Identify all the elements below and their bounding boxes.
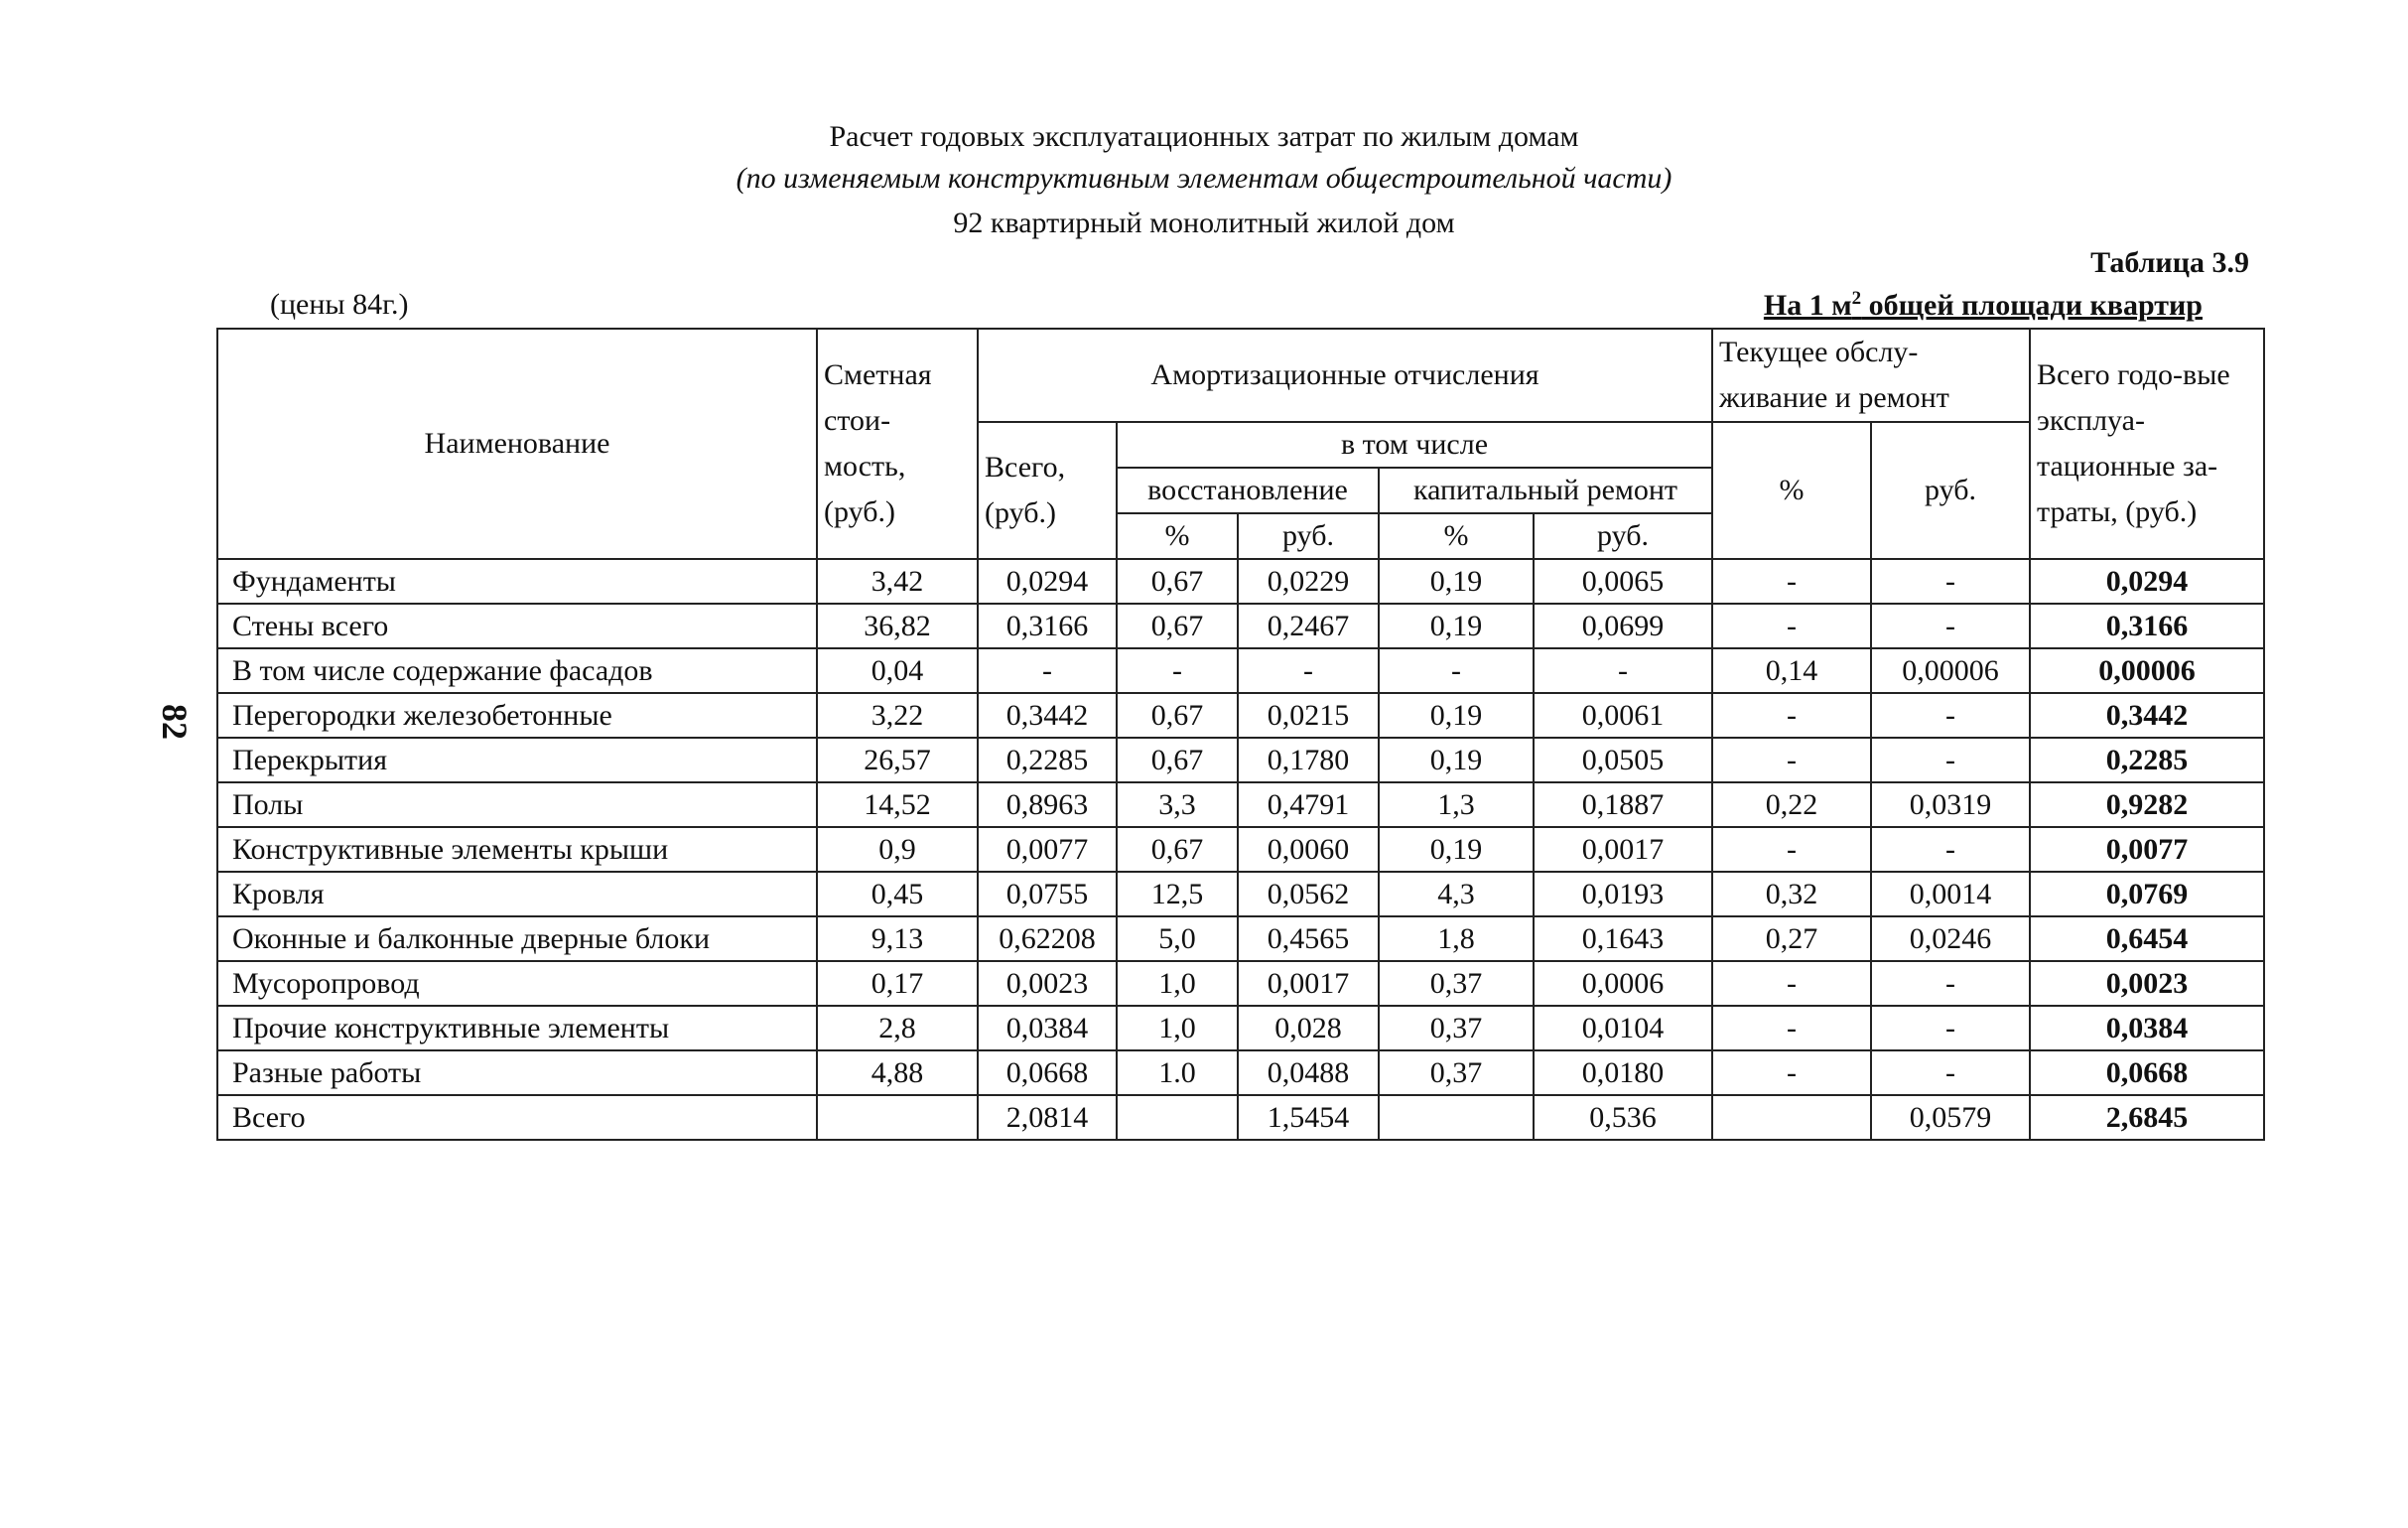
cell-cost: 0,45 [817,872,978,916]
cell-restoration-percent: 1,0 [1117,1006,1238,1050]
cell-restoration-percent: 0,67 [1117,693,1238,738]
header-amort-total: Всего, (руб.) [978,422,1117,559]
cell-annual-total: 0,3166 [2030,604,2264,648]
cell-service-rub: 0,0579 [1871,1095,2030,1140]
table-number: Таблица 3.9 [2090,246,2249,279]
cell-service-rub: - [1871,738,2030,782]
cell-name: Перегородки железобетонные [217,693,817,738]
cell-name: В том числе содержание фасадов [217,648,817,693]
cell-annual-total: 0,9282 [2030,782,2264,827]
cell-amortization: 0,3166 [978,604,1117,648]
header-capital-percent: % [1379,513,1534,559]
cell-service-percent: - [1712,738,1871,782]
header-restoration-rub: руб. [1238,513,1379,559]
cell-restoration-rub: 0,4565 [1238,916,1379,961]
cell-capital-rub: 0,1643 [1534,916,1712,961]
cell-capital-percent: 4,3 [1379,872,1534,916]
table-row [217,961,2264,1006]
cell-restoration-rub: 0,1780 [1238,738,1379,782]
cell-amortization: 0,0294 [978,559,1117,604]
cell-cost: 4,88 [817,1050,978,1095]
cell-capital-rub: 0,0104 [1534,1006,1712,1050]
header-capital-rub: руб. [1534,513,1712,559]
cell-annual-total: 0,0077 [2030,827,2264,872]
cell-restoration-percent [1117,1095,1238,1140]
table-body [217,559,2264,1140]
cell-service-percent: - [1712,961,1871,1006]
cell-capital-percent [1379,1095,1534,1140]
cell-service-rub: - [1871,827,2030,872]
cell-service-rub: 0,00006 [1871,648,2030,693]
cell-capital-percent: 0,37 [1379,1050,1534,1095]
cell-capital-rub: 0,0061 [1534,693,1712,738]
cell-amortization: 0,0077 [978,827,1117,872]
cell-restoration-rub: 0,0215 [1238,693,1379,738]
cell-restoration-percent: 3,3 [1117,782,1238,827]
cell-cost: 2,8 [817,1006,978,1050]
prices-note: (цены 84г.) [270,288,409,321]
cell-restoration-percent: 0,67 [1117,604,1238,648]
cell-service-percent: 0,14 [1712,648,1871,693]
cell-capital-percent: 0,19 [1379,604,1534,648]
cell-amortization: 0,0755 [978,872,1117,916]
cell-service-rub: - [1871,559,2030,604]
table-row [217,872,2264,916]
cell-restoration-rub: 0,0017 [1238,961,1379,1006]
cell-capital-percent: 0,37 [1379,961,1534,1006]
cell-name: Мусоропровод [217,961,817,1006]
cell-name: Стены всего [217,604,817,648]
cell-name: Полы [217,782,817,827]
cell-annual-total: 0,0384 [2030,1006,2264,1050]
cell-service-percent: - [1712,827,1871,872]
cell-restoration-percent: - [1117,648,1238,693]
cell-capital-rub: - [1534,648,1712,693]
cell-service-rub: - [1871,604,2030,648]
cell-service-percent [1712,1095,1871,1140]
cell-capital-rub: 0,0065 [1534,559,1712,604]
header-including: в том числе [1117,422,1712,468]
cell-annual-total: 2,6845 [2030,1095,2264,1140]
unit-superscript: 2 [1851,288,1862,309]
cell-annual-total: 0,3442 [2030,693,2264,738]
cell-restoration-percent: 5,0 [1117,916,1238,961]
cell-restoration-rub: 0,0562 [1238,872,1379,916]
cell-service-rub: 0,0246 [1871,916,2030,961]
cell-cost: 0,9 [817,827,978,872]
cell-annual-total: 0,00006 [2030,648,2264,693]
cell-restoration-percent: 12,5 [1117,872,1238,916]
cell-name: Фундаменты [217,559,817,604]
table-row [217,916,2264,961]
cell-capital-rub: 0,0505 [1534,738,1712,782]
cell-service-rub: 0,0319 [1871,782,2030,827]
cell-cost: 9,13 [817,916,978,961]
document-title: Расчет годовых эксплуатационных затрат по жилым домам [829,120,1579,153]
cell-annual-total: 0,0294 [2030,559,2264,604]
table-row [217,604,2264,648]
cell-restoration-rub: - [1238,648,1379,693]
header-annual-total: Всего годо-вые эксплуа-тационные за-траты, (руб.) [2030,329,2264,559]
cell-amortization: 0,0384 [978,1006,1117,1050]
table-row [217,559,2264,604]
cell-service-rub: 0,0014 [1871,872,2030,916]
unit-note [1764,288,2203,323]
table-row [217,1095,2264,1140]
cell-name: Перекрытия [217,738,817,782]
cell-service-percent: 0,27 [1712,916,1871,961]
cell-annual-total: 0,6454 [2030,916,2264,961]
header-restoration: восстановление [1117,468,1379,513]
cell-capital-rub: 0,1887 [1534,782,1712,827]
cell-restoration-rub: 0,0229 [1238,559,1379,604]
header-name: Наименование [217,329,817,559]
cell-capital-rub: 0,0193 [1534,872,1712,916]
cell-capital-percent: 0,19 [1379,738,1534,782]
header-estimated-cost: Сметная стои-мость, (руб.) [817,329,978,559]
cell-service-rub: - [1871,1006,2030,1050]
cell-capital-rub: 0,0180 [1534,1050,1712,1095]
cell-cost: 0,04 [817,648,978,693]
cell-service-rub: - [1871,693,2030,738]
cell-amortization: - [978,648,1117,693]
cell-name: Конструктивные элементы крыши [217,827,817,872]
cell-amortization: 0,8963 [978,782,1117,827]
cell-restoration-percent: 1,0 [1117,961,1238,1006]
table-row [217,648,2264,693]
cell-restoration-percent: 0,67 [1117,827,1238,872]
table-row [217,827,2264,872]
cell-amortization: 0,2285 [978,738,1117,782]
cell-annual-total: 0,2285 [2030,738,2264,782]
cell-amortization: 2,0814 [978,1095,1117,1140]
cell-service-percent: - [1712,559,1871,604]
cell-restoration-percent: 1.0 [1117,1050,1238,1095]
table-row [217,1050,2264,1095]
cell-restoration-percent: 0,67 [1117,738,1238,782]
header-capital-repair: капитальный ремонт [1379,468,1712,513]
cell-name: Всего [217,1095,817,1140]
cell-capital-percent: 1,3 [1379,782,1534,827]
header-amortization: Амортизационные отчисления [978,329,1712,422]
cell-capital-rub: 0,536 [1534,1095,1712,1140]
cell-capital-percent: - [1379,648,1534,693]
cell-cost [817,1095,978,1140]
cell-capital-percent: 0,19 [1379,559,1534,604]
cell-annual-total: 0,0023 [2030,961,2264,1006]
cell-cost: 26,57 [817,738,978,782]
cell-cost: 36,82 [817,604,978,648]
cell-service-percent: - [1712,1050,1871,1095]
cell-annual-total: 0,0769 [2030,872,2264,916]
cell-cost: 0,17 [817,961,978,1006]
cell-service-percent: 0,22 [1712,782,1871,827]
expenses-table [216,328,2265,1141]
cell-restoration-rub: 0,4791 [1238,782,1379,827]
cell-name: Кровля [217,872,817,916]
cell-service-percent: 0,32 [1712,872,1871,916]
table-row [217,693,2264,738]
cell-amortization: 0,0668 [978,1050,1117,1095]
table-row [217,782,2264,827]
cell-restoration-rub: 0,2467 [1238,604,1379,648]
document-subtitle: (по изменяемым конструктивным элементам общестроительной части) [736,162,1672,195]
cell-restoration-percent: 0,67 [1117,559,1238,604]
cell-restoration-rub: 0,0060 [1238,827,1379,872]
cell-capital-percent: 1,8 [1379,916,1534,961]
page-number: 82 [155,704,195,740]
cell-service-rub: - [1871,1050,2030,1095]
cell-capital-percent: 0,19 [1379,693,1534,738]
header-service-rub: руб. [1871,422,2030,559]
cell-restoration-rub: 0,028 [1238,1006,1379,1050]
cell-service-percent: - [1712,1006,1871,1050]
unit-prefix: На 1 м [1763,289,1852,322]
cell-amortization: 0,62208 [978,916,1117,961]
cell-restoration-rub: 1,5454 [1238,1095,1379,1140]
cell-cost: 3,22 [817,693,978,738]
cell-amortization: 0,3442 [978,693,1117,738]
cell-annual-total: 0,0668 [2030,1050,2264,1095]
header-restoration-percent: % [1117,513,1238,559]
cell-capital-percent: 0,19 [1379,827,1534,872]
cell-amortization: 0,0023 [978,961,1117,1006]
header-service-percent: % [1712,422,1871,559]
cell-capital-rub: 0,0699 [1534,604,1712,648]
header-current-service: Текущее обслу-живание и ремонт [1712,329,2030,422]
table-row [217,738,2264,782]
unit-suffix: общей площади квартир [1861,289,2203,322]
cell-name: Оконные и балконные дверные блоки [217,916,817,961]
building-description: 92 квартирный монолитный жилой дом [953,207,1455,239]
cell-service-percent: - [1712,693,1871,738]
cell-cost: 3,42 [817,559,978,604]
cell-name: Прочие конструктивные элементы [217,1006,817,1050]
cell-cost: 14,52 [817,782,978,827]
cell-capital-rub: 0,0006 [1534,961,1712,1006]
table-row [217,1006,2264,1050]
cell-capital-rub: 0,0017 [1534,827,1712,872]
cell-service-rub: - [1871,961,2030,1006]
cell-restoration-rub: 0,0488 [1238,1050,1379,1095]
cell-capital-percent: 0,37 [1379,1006,1534,1050]
cell-name: Разные работы [217,1050,817,1095]
cell-service-percent: - [1712,604,1871,648]
